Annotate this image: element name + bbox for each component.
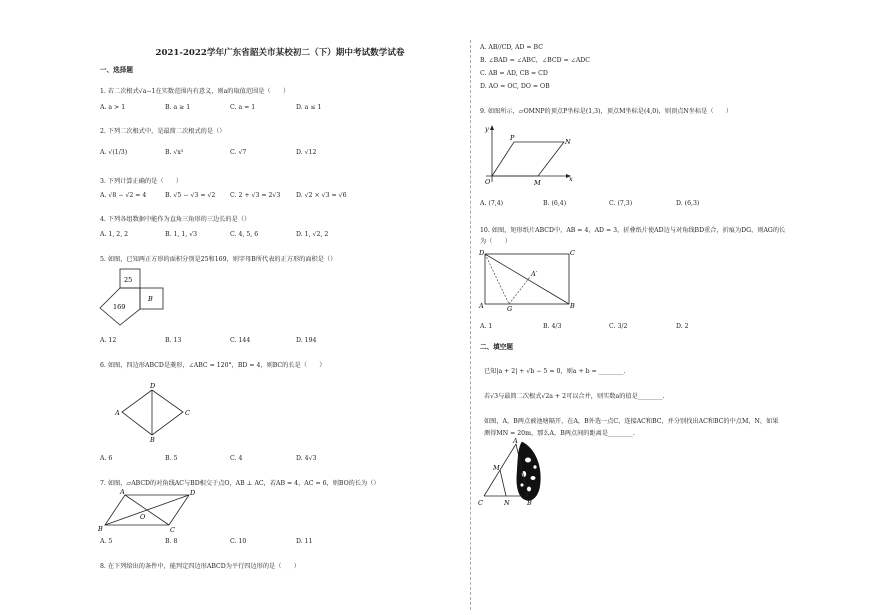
column-divider bbox=[470, 40, 471, 610]
pond-spot bbox=[521, 483, 524, 486]
label-m: M bbox=[534, 179, 541, 187]
rhombus bbox=[122, 390, 183, 435]
label-a: A bbox=[120, 488, 125, 496]
label-b: B bbox=[570, 302, 575, 310]
q7-option-c[interactable]: C. 10 bbox=[230, 538, 247, 545]
section-heading-choice: 一、选择题 bbox=[100, 66, 133, 74]
question-4-stem: 4. 下列各组数据中能作为直角三角形的三边长的是（） bbox=[100, 216, 251, 223]
q5-option-d[interactable]: D. 194 bbox=[296, 337, 317, 344]
q9-option-d[interactable]: D. (6,3) bbox=[676, 200, 700, 207]
label-n: N bbox=[504, 499, 510, 507]
label-a: A bbox=[115, 409, 120, 417]
q9-option-c[interactable]: C. (7,3) bbox=[609, 200, 633, 207]
label-m: M bbox=[493, 464, 500, 472]
label-c: C bbox=[170, 526, 175, 534]
label-x: x bbox=[569, 175, 573, 183]
q2-option-d[interactable]: D. √12 bbox=[296, 149, 317, 156]
q6-option-a[interactable]: A. 6 bbox=[100, 455, 113, 462]
q8-option-b[interactable]: B. ∠BAD = ∠ABC，∠BCD = ∠ADC bbox=[480, 57, 591, 64]
q6-option-d[interactable]: D. 4√3 bbox=[296, 455, 317, 462]
q9-option-b[interactable]: B. (6,4) bbox=[543, 200, 567, 207]
diagonal-bd bbox=[105, 495, 189, 525]
pond-shape bbox=[517, 442, 540, 500]
label-d: D bbox=[190, 489, 196, 497]
q3-option-a[interactable]: A. √8 − √2 = 4 bbox=[100, 192, 147, 199]
f3-pond-figure bbox=[476, 437, 556, 512]
label-a: A bbox=[513, 437, 518, 445]
question-3-stem: 3. 下列计算正确的是（ ） bbox=[100, 178, 183, 185]
q6-option-b[interactable]: B. 5 bbox=[165, 455, 178, 462]
label-p: P bbox=[510, 134, 515, 142]
question-7-stem: 7. 如图，▱ABCD的对角线AC与BD相交于点O，AB ⊥ AC，若AB = 4，AC = 6，则BO的长为（） bbox=[100, 480, 380, 487]
question-9-stem: 9. 如图所示，▱OMNP的顶点P坐标是(1,3)，顶点M坐标是(4,0)，则顶点N坐标是（ ） bbox=[480, 108, 733, 115]
pond-spot bbox=[533, 465, 536, 469]
q5-option-a[interactable]: A. 12 bbox=[100, 337, 117, 344]
q1-option-d[interactable]: D. a ≤ 1 bbox=[296, 104, 322, 111]
q2-option-b[interactable]: B. √x² bbox=[165, 149, 184, 156]
question-5-stem: 5. 如图，已知两正方形的面积分别是25和169，则字母B所代表的正方形的面积是（） bbox=[100, 256, 337, 263]
label-c: C bbox=[185, 409, 190, 417]
label-b: B bbox=[150, 436, 155, 444]
question-2-stem: 2. 下列二次根式中，是最简二次根式的是（） bbox=[100, 128, 226, 135]
diagonal-bd bbox=[485, 254, 569, 304]
section-heading-fill: 二、填空题 bbox=[480, 343, 513, 351]
q5-squares-figure bbox=[95, 266, 175, 326]
q1-option-c[interactable]: C. a = 1 bbox=[230, 104, 256, 111]
question-6-stem: 6. 如图，四边形ABCD是菱形，∠ABC = 120°，BD = 4，则BC的长是（ ） bbox=[100, 362, 326, 369]
label-d: D bbox=[150, 382, 156, 390]
q7-parallelogram-figure bbox=[97, 489, 197, 534]
q10-option-d[interactable]: D. 2 bbox=[676, 323, 689, 330]
q2-option-c[interactable]: C. √7 bbox=[230, 149, 247, 156]
question-1-stem: 1. 若二次根式√a−1在实数范围内有意义，则a的取值范围是（ ） bbox=[100, 88, 290, 95]
question-10-stem-line1: 10. 如图，矩形纸片ABCD中，AB = 4，AD = 3，折叠纸片使AD边与对角线BD重合，折痕为DG，则AG的长 bbox=[480, 227, 786, 234]
q6-option-c[interactable]: C. 4 bbox=[230, 455, 243, 462]
q10-option-a[interactable]: A. 1 bbox=[480, 323, 493, 330]
label-d: D bbox=[479, 249, 485, 257]
label-169: 169 bbox=[113, 303, 126, 311]
q4-option-b[interactable]: B. 1, 1, √3 bbox=[165, 231, 198, 238]
fold-ga bbox=[509, 277, 530, 304]
label-c: C bbox=[570, 249, 575, 257]
question-8-stem: 8. 在下列给出的条件中，能判定四边形ABCD为平行四边形的是（ ） bbox=[100, 563, 300, 570]
label-b: B bbox=[98, 525, 103, 533]
label-o: O bbox=[140, 513, 146, 521]
q10-rectangle-figure bbox=[477, 248, 577, 312]
q3-option-c[interactable]: C. 2 + √3 = 2√3 bbox=[230, 192, 281, 199]
fill-question-2: 若√3与最简二次根式√2a + 2可以合并，则实数a的值是________. bbox=[484, 393, 665, 400]
fill-question-3-line2: 测得MN = 20m，那么A，B两点间的距离是________. bbox=[484, 430, 635, 437]
pond-spot bbox=[525, 458, 531, 463]
q7-option-d[interactable]: D. 11 bbox=[296, 538, 313, 545]
q10-option-b[interactable]: B. 4/3 bbox=[543, 323, 562, 330]
label-c: C bbox=[478, 499, 483, 507]
q10-option-c[interactable]: C. 3/2 bbox=[609, 323, 628, 330]
q8-option-d[interactable]: D. AO = OC, DO = OB bbox=[480, 83, 550, 90]
fill-question-1: 已知|a + 2| + √b − 5 = 0，则a + b = ________. bbox=[484, 368, 626, 375]
fill-question-3-line1: 如图，A，B两点被池塘隔开，在A，B外选一点C，连接AC和BC，并分别找出AC和BC的中点M，N，如果 bbox=[484, 418, 779, 425]
label-y: y bbox=[485, 125, 489, 133]
q6-rhombus-figure bbox=[112, 384, 192, 442]
q3-option-d[interactable]: D. √2 × √3 = √6 bbox=[296, 192, 347, 199]
q3-option-b[interactable]: B. √5 − √3 = √2 bbox=[165, 192, 216, 199]
label-b: B bbox=[527, 499, 532, 507]
q1-option-b[interactable]: B. a ≥ 1 bbox=[165, 104, 191, 111]
parallelogram-omnp bbox=[492, 142, 564, 176]
y-axis-arrow bbox=[490, 125, 494, 130]
q4-option-d[interactable]: D. 1, √2, 2 bbox=[296, 231, 329, 238]
q4-option-a[interactable]: A. 1, 2, 2 bbox=[100, 231, 129, 238]
q9-option-a[interactable]: A. (7,4) bbox=[480, 200, 504, 207]
label-b: B bbox=[148, 295, 153, 303]
label-25: 25 bbox=[124, 276, 133, 284]
q1-option-a[interactable]: A. a > 1 bbox=[100, 104, 126, 111]
q9-coordinate-figure bbox=[482, 124, 582, 188]
segment-mn bbox=[500, 470, 506, 496]
page-title: 2021-2022学年广东省韶关市某校初二（下）期中考试数学试卷 bbox=[155, 48, 405, 58]
label-g: G bbox=[507, 305, 513, 313]
q5-option-c[interactable]: C. 144 bbox=[230, 337, 251, 344]
label-a-prime: A′ bbox=[531, 270, 538, 278]
pond-spot bbox=[527, 487, 531, 492]
q7-option-b[interactable]: B. 8 bbox=[165, 538, 178, 545]
q8-option-c[interactable]: C. AB = AD, CB = CD bbox=[480, 70, 548, 77]
pond-spot bbox=[531, 476, 536, 480]
q4-option-c[interactable]: C. 4, 5, 6 bbox=[230, 231, 259, 238]
question-10-stem-line2: 为（ ） bbox=[480, 238, 511, 245]
label-o: O bbox=[485, 178, 491, 186]
q5-option-b[interactable]: B. 13 bbox=[165, 337, 182, 344]
q8-option-a[interactable]: A. AB//CD, AD = BC bbox=[480, 44, 543, 51]
label-n: N bbox=[565, 138, 571, 146]
label-a: A bbox=[479, 302, 484, 310]
q7-option-a[interactable]: A. 5 bbox=[100, 538, 113, 545]
q2-option-a[interactable]: A. √(1/3) bbox=[100, 149, 128, 156]
